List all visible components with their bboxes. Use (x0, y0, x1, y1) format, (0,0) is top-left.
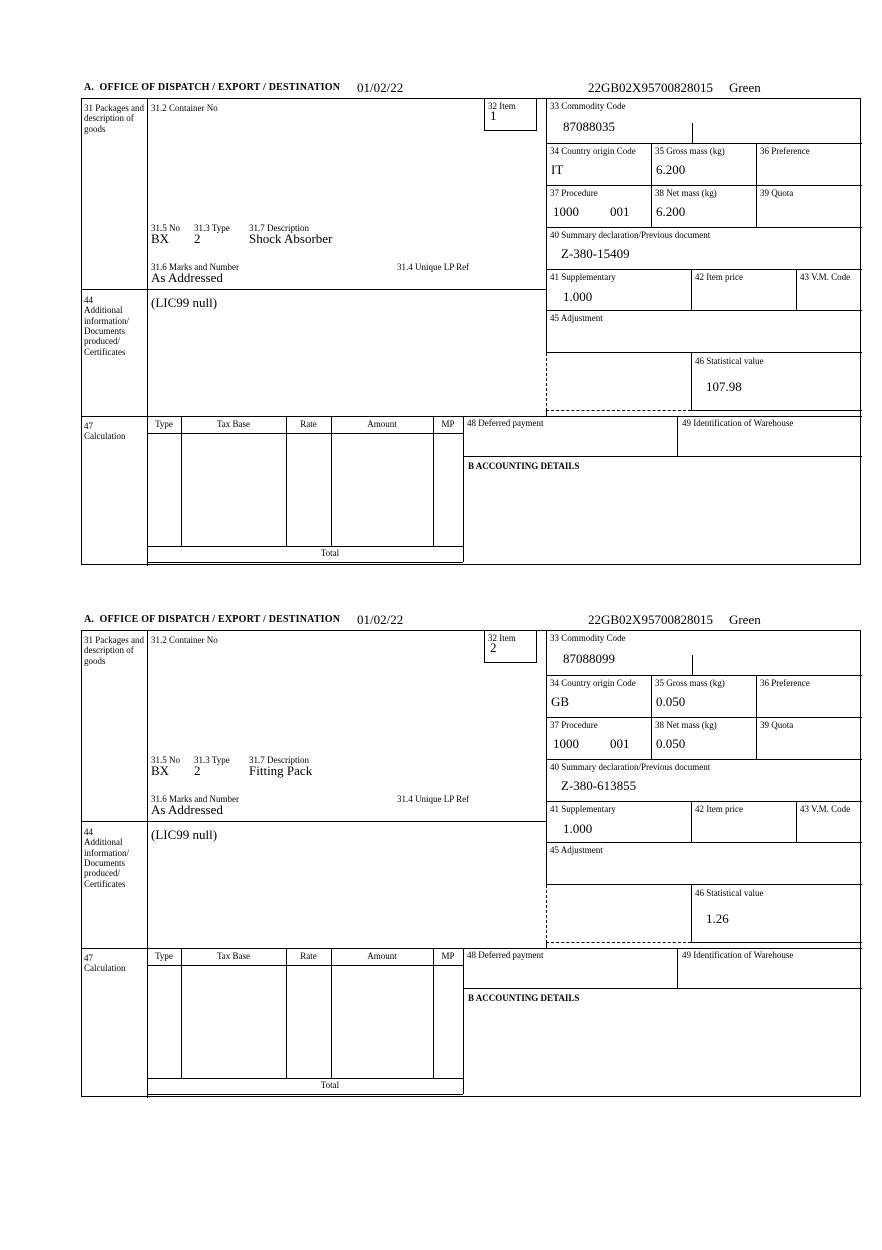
box33-label: 33 Commodity Code (550, 633, 626, 643)
box36-label: 36 Preference (760, 678, 810, 688)
additional-info-value: (LIC99 null) (151, 295, 218, 310)
box31-2-label: 31.2 Container No (151, 635, 218, 645)
commodity-code-value: 87088035 (563, 119, 615, 134)
grid-line (331, 948, 332, 1078)
box45-label: 45 Adjustment (550, 313, 603, 323)
statistical-value: 1.26 (706, 911, 729, 926)
box43-label: 43 V.M. Code (800, 272, 851, 282)
box34-country-origin (546, 144, 651, 186)
box31-6-label: 31.6 Marks and Number (151, 262, 239, 272)
box46-statistical-value (691, 885, 862, 943)
office-of-dispatch-label: A. OFFICE OF DISPATCH / EXPORT / DESTINATION (84, 82, 341, 93)
box46-spacer (546, 885, 691, 943)
routing-channel-value: Green (728, 80, 761, 95)
gross-mass-value: 0.050 (656, 694, 686, 709)
box44-number: 44 (84, 827, 93, 837)
box31-3-label: 31.3 Type (194, 223, 230, 233)
mp-column-header: MP (441, 951, 455, 961)
grid-line (147, 433, 463, 434)
procedure-code-value: 1000 (553, 736, 579, 751)
total-row-label: Total (320, 548, 340, 558)
box31-3-label: 31.3 Type (194, 755, 230, 765)
box41-label: 41 Supplementary (550, 272, 616, 282)
box42-item-price (691, 270, 796, 311)
total-row-label: Total (320, 1080, 340, 1090)
box47-text: Calculation (84, 431, 126, 442)
package-type-value: 2 (194, 763, 201, 778)
sad-item-block (81, 80, 861, 583)
goods-description-value: Shock Absorber (249, 231, 333, 246)
statistical-value: 107.98 (706, 379, 742, 394)
box44-number: 44 (84, 295, 93, 305)
form-grid (81, 630, 861, 1097)
package-count-value: BX (151, 231, 170, 246)
procedure-extension-value: 001 (610, 736, 630, 751)
grid-line (692, 655, 693, 676)
mp-column-header: MP (441, 419, 455, 429)
tax-base-column-header: Tax Base (216, 951, 251, 961)
grid-line (82, 821, 546, 822)
box49-warehouse (677, 948, 862, 989)
box47-number: 47 (84, 953, 93, 963)
net-mass-value: 0.050 (656, 736, 686, 751)
package-type-value: 2 (194, 231, 201, 246)
grid-line (147, 1078, 463, 1079)
box42-item-price (691, 802, 796, 843)
box38-net-mass (651, 718, 756, 760)
grid-line (147, 546, 463, 547)
box38-label: 38 Net mass (kg) (655, 188, 717, 198)
box32-item (484, 99, 537, 131)
grid-line (147, 562, 463, 563)
box38-net-mass (651, 186, 756, 228)
box35-gross-mass (651, 676, 756, 718)
box40-label: 40 Summary declaration/Previous document (550, 762, 711, 772)
box40-label: 40 Summary declaration/Previous document (550, 230, 711, 240)
box31-label: 31 Packages and description of goods (84, 103, 144, 134)
box47-number: 47 (84, 421, 93, 431)
package-count-value: BX (151, 763, 170, 778)
box31-7-label: 31.7 Description (249, 755, 309, 765)
net-mass-value: 6.200 (656, 204, 686, 219)
box31-6-label: 31.6 Marks and Number (151, 794, 239, 804)
box46-label: 46 Statistical value (695, 888, 764, 898)
tax-base-column-header: Tax Base (216, 419, 251, 429)
box33-label: 33 Commodity Code (550, 101, 626, 111)
box43-vm-code (796, 270, 862, 311)
box37-procedure (546, 186, 651, 228)
box49-label: 49 Identification of Warehouse (682, 950, 794, 960)
grid-line (147, 1094, 463, 1095)
marks-value: As Addressed (151, 802, 223, 817)
box33-commodity-code (546, 631, 862, 676)
item-number-value: 2 (490, 640, 497, 655)
box37-label: 37 Procedure (550, 720, 598, 730)
box35-gross-mass (651, 144, 756, 186)
country-origin-value: GB (551, 694, 570, 709)
rate-column-header: Rate (300, 419, 317, 429)
grid-line (147, 631, 148, 1098)
box40-previous-document (546, 228, 862, 270)
box40-previous-document (546, 760, 862, 802)
box43-vm-code (796, 802, 862, 843)
grid-line (692, 123, 693, 144)
amount-column-header: Amount (367, 419, 397, 429)
grid-line (181, 416, 182, 546)
box34-label: 34 Country origin Code (550, 146, 636, 156)
box41-supplementary (546, 270, 691, 311)
box39-label: 39 Quota (760, 188, 794, 198)
gross-mass-value: 6.200 (656, 162, 686, 177)
previous-document-value: Z-380-613855 (561, 778, 637, 793)
previous-document-value: Z-380-15409 (561, 246, 630, 261)
box44-label (84, 827, 145, 889)
procedure-code-value: 1000 (553, 204, 579, 219)
box31-7-label: 31.7 Description (249, 223, 309, 233)
box49-label: 49 Identification of Warehouse (682, 418, 794, 428)
grid-line (181, 948, 182, 1078)
box34-label: 34 Country origin Code (550, 678, 636, 688)
box46-statistical-value (691, 353, 862, 411)
box44-label (84, 295, 145, 357)
box37-label: 37 Procedure (550, 188, 598, 198)
supplementary-units-value: 1.000 (563, 821, 593, 836)
box44-text: Additional information/ Documents produced/ Certificates (84, 305, 129, 357)
grid-line (286, 948, 287, 1078)
box34-country-origin (546, 676, 651, 718)
box46-label: 46 Statistical value (695, 356, 764, 366)
marks-value: As Addressed (151, 270, 223, 285)
box48-deferred-payment (463, 948, 677, 989)
box35-label: 35 Gross mass (kg) (655, 678, 725, 688)
box45-adjustment (546, 843, 862, 885)
grid-line (82, 289, 546, 290)
box48-label: 48 Deferred payment (467, 950, 544, 960)
additional-info-value: (LIC99 null) (151, 827, 218, 842)
box42-label: 42 Item price (695, 272, 743, 282)
form-grid (81, 98, 861, 565)
grid-line (147, 99, 148, 566)
goods-description-value: Fitting Pack (249, 763, 313, 778)
box41-label: 41 Supplementary (550, 804, 616, 814)
box48-label: 48 Deferred payment (467, 418, 544, 428)
date-value: 01/02/22 (357, 80, 404, 95)
declaration-reference (588, 80, 761, 96)
box48-deferred-payment (463, 416, 677, 457)
sad-item-block (81, 612, 861, 1115)
box35-label: 35 Gross mass (kg) (655, 146, 725, 156)
box32-label: 32 Item (488, 633, 516, 643)
box47-label (84, 953, 145, 974)
box36-preference (756, 676, 862, 718)
procedure-extension-value: 001 (610, 204, 630, 219)
box31-5-label: 31.5 No (151, 755, 180, 765)
country-origin-value: IT (551, 162, 564, 177)
grid-line (433, 948, 434, 1078)
box42-label: 42 Item price (695, 804, 743, 814)
tax-type-column-header: Type (155, 951, 173, 961)
tax-type-column-header: Type (155, 419, 173, 429)
box36-preference (756, 144, 862, 186)
box38-label: 38 Net mass (kg) (655, 720, 717, 730)
box45-label: 45 Adjustment (550, 845, 603, 855)
box43-label: 43 V.M. Code (800, 804, 851, 814)
box46-spacer (546, 353, 691, 411)
grid-line (286, 416, 287, 546)
box36-label: 36 Preference (760, 146, 810, 156)
accounting-details-label: B ACCOUNTING DETAILS (468, 461, 580, 471)
supplementary-units-value: 1.000 (563, 289, 593, 304)
box39-label: 39 Quota (760, 720, 794, 730)
box47-text: Calculation (84, 963, 126, 974)
box47-label (84, 421, 145, 442)
amount-column-header: Amount (367, 951, 397, 961)
mrn-value: 22GB02X95700828015 (588, 80, 713, 95)
routing-channel-value: Green (728, 612, 761, 627)
box31-5-label: 31.5 No (151, 223, 180, 233)
box31-4-label: 31.4 Unique LP Ref (397, 262, 470, 272)
box39-quota (756, 718, 862, 760)
box31-label: 31 Packages and description of goods (84, 635, 144, 666)
box45-adjustment (546, 311, 862, 353)
commodity-code-value: 87088099 (563, 651, 615, 666)
box41-supplementary (546, 802, 691, 843)
grid-line (331, 416, 332, 546)
box31-4-label: 31.4 Unique LP Ref (397, 794, 470, 804)
box39-quota (756, 186, 862, 228)
mrn-value: 22GB02X95700828015 (588, 612, 713, 627)
rate-column-header: Rate (300, 951, 317, 961)
date-value: 01/02/22 (357, 612, 404, 627)
office-of-dispatch-label: A. OFFICE OF DISPATCH / EXPORT / DESTINATION (84, 614, 341, 625)
box33-commodity-code (546, 99, 862, 144)
box31-2-label: 31.2 Container No (151, 103, 218, 113)
accounting-details-label: B ACCOUNTING DETAILS (468, 993, 580, 1003)
box32-item (484, 631, 537, 663)
item-number-value: 1 (490, 108, 497, 123)
box37-procedure (546, 718, 651, 760)
box44-text: Additional information/ Documents produced/ Certificates (84, 837, 129, 889)
box49-warehouse (677, 416, 862, 457)
box32-label: 32 Item (488, 101, 516, 111)
grid-line (433, 416, 434, 546)
grid-line (147, 965, 463, 966)
declaration-reference (588, 612, 761, 628)
